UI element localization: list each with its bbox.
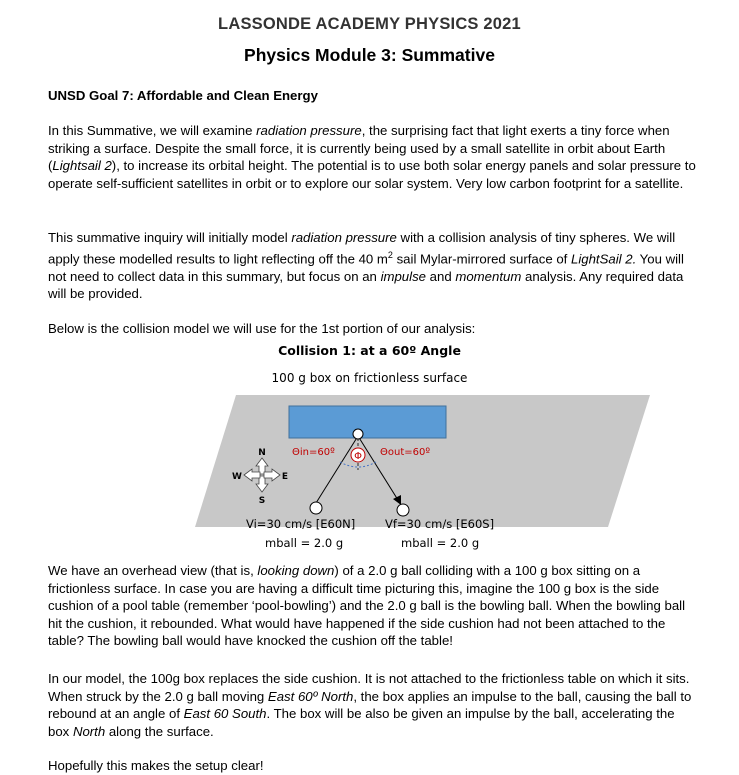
theta-out-label: Θout=60º — [380, 447, 431, 458]
final-velocity-label: Vf=30 cm/s [E60S] — [385, 517, 495, 531]
module-title: Physics Module 3: Summative — [244, 45, 495, 65]
phi-label: Φ — [354, 451, 362, 462]
initial-mass-label: mball = 2.0 g — [265, 536, 344, 550]
intro-paragraph: In this Summative, we will examine radiation pressure, the surprising fact that light exerts a tiny force when striking a surface. Despite the small force, it is currently being used by a small satellite in orbit about Earth (Lightsail 2), to increase its orbital height. The potential is to use both solar energy panels and solar pressure to operate self-sufficient satellites in orbit or to explore our solar system. Very low carbon footprint for a satellite. — [48, 123, 696, 191]
theta-in-label: Θin=60º — [292, 447, 335, 458]
model-intro-paragraph: Below is the collision model we will use for the 1st portion of our analysis: — [48, 321, 476, 336]
compass-n: N — [258, 448, 266, 458]
ball-at-impact — [353, 429, 363, 439]
initial-velocity-label: Vi=30 cm/s [E60N] — [246, 517, 356, 531]
ball-final — [397, 504, 409, 516]
academy-title: LASSONDE ACADEMY PHYSICS 2021 — [218, 15, 521, 33]
diagram-subtitle: 100 g box on frictionless surface — [271, 371, 468, 385]
box-100g — [289, 406, 446, 438]
inquiry-paragraph: This summative inquiry will initially model radiation pressure with a collision analysis of tiny spheres. We will apply these modelled results to light reflecting off the 40 $m^2$ sail Mylar-mirrored surface of LightSail 2. You will not need to collect data in this summary, but focus on an impulse and momentum analysis. Any required data will be provided. — [48, 230, 684, 302]
compass-e: E — [281, 472, 289, 482]
compass-w: W — [232, 472, 242, 482]
diagram-title: Collision 1: at a 60º Angle — [278, 343, 461, 358]
goal-heading: UNSD Goal 7: Affordable and Clean Energy — [48, 88, 318, 103]
final-mass-label: mball = 2.0 g — [401, 536, 480, 550]
closing-line: Hopefully this makes the setup clear! — [48, 758, 264, 773]
overhead-view-paragraph: We have an overhead view (that is, looking down) of a 2.0 g ball colliding with a 100 g box sitting on a frictionless surface. In case you are having a difficult time picturing this, imagine the 100 g box is the side cushion of a pool table (remember ‘pool-bowling’) and the 2.0 g ball is the bowling ball. When the bowling ball hit the cushion, it rebounded. What would have happened if the side cushion had not been attached to the table? The bowling ball would have knocked the cushion off the table! — [48, 563, 686, 649]
model-description-paragraph: In our model, the 100g box replaces the side cushion. It is not attached to the frictionless table on which it sits. When struck by the 2.0 g ball moving East 60º North, the box applies an impulse to the ball, causing the ball to rebound at an angle of East 60 South. The box will be also be given an impulse by the ball, accelerating the box North along the surface. — [48, 671, 692, 739]
ball-initial — [310, 502, 322, 514]
compass-s: S — [258, 496, 266, 506]
